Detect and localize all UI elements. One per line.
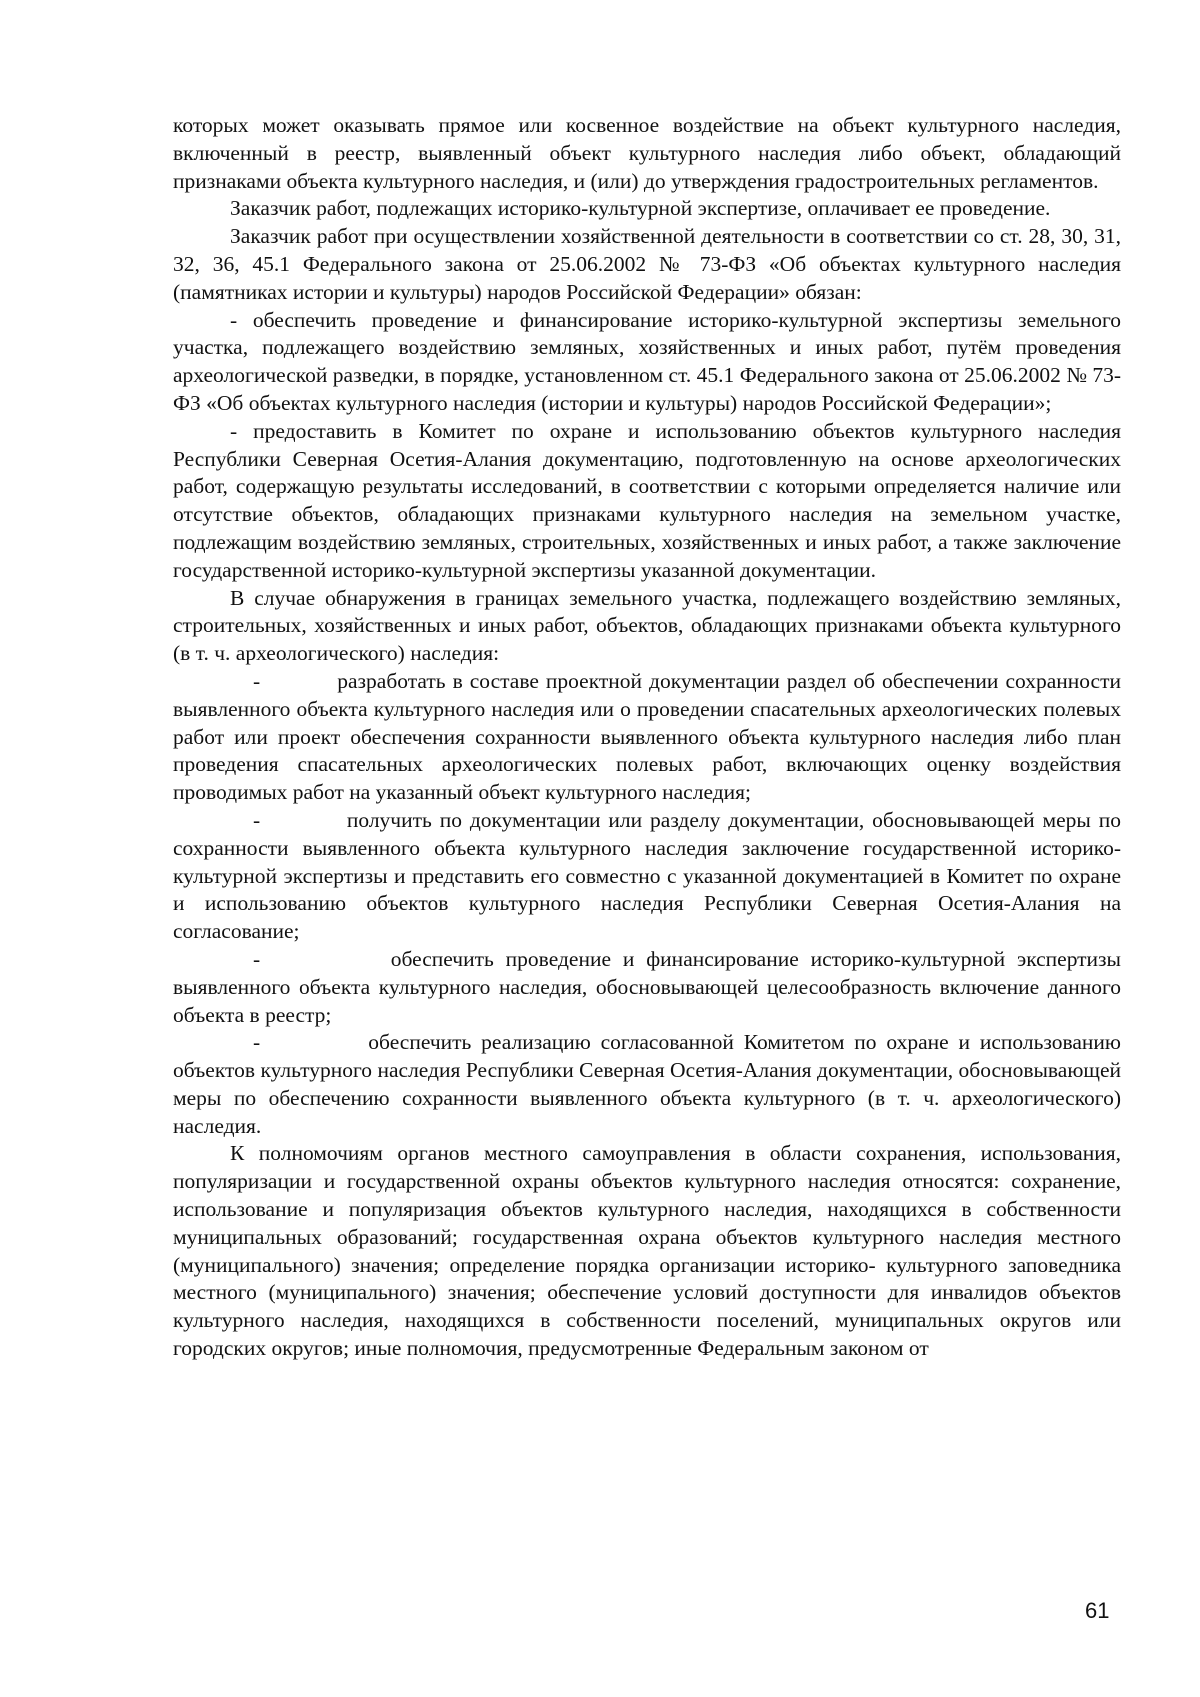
list-item-obtain-conclusion: - получить по документации или разделу документации, обосновывающей меры по сохранности выявленного объекта культурного наследия заключение государственной историко-культурной экспертизы и представить его совместно с указанной документацией в Комитет по охране и использованию объектов культурного наследия Республики Северная Осетия-Алания на согласование; (173, 807, 1121, 944)
page-number: 61 (1085, 1598, 1110, 1623)
paragraph-continuation: которых может оказывать прямое или косвенное воздействие на объект культурного наследия, включенный в реестр, выявленный объект культурного наследия либо объект, обладающий признаками объекта культурного наследия, и (или) до утверждения градостроительных регламентов. (173, 113, 1121, 193)
list-item-documentation: - предоставить в Комитет по охране и использованию объектов культурного наследия Республики Северная Осетия-Алания документацию, подготовленную на основе археологических работ, содержащую результаты исследований, в соответствии с которыми определяется наличие или отсутствие объектов, обладающих признаками культурного наследия на земельном участке, подлежащим воздействию земляных, строительных, хозяйственных и иных работ, а также заключение государственной историко-культурной экспертизы указанной документации. (173, 418, 1121, 582)
paragraph-customer-payment: Заказчик работ, подлежащих историко-культурной экспертизе, оплачивает ее проведение. (230, 196, 1051, 221)
paragraph-local-authorities: К полномочиям органов местного самоуправления в области сохранения, использования, популяризации и государственной охраны объектов культурного наследия относятся: сохранение, использование и популяризация объектов культурного наследия, находящихся в собственности муниципальных образований; государственная охрана объектов культурного наследия местного (муниципального) значения; определение порядка организации историко- культурного заповедника местного (муниципального) значения; обеспечение условий доступности для инвалидов объектов культурного наследия, находящихся в собственности поселений, муниципальных округов или городских округов; иные полномочия, предусмотренные Федеральным законом от (173, 1141, 1121, 1361)
list-item-develop-section: - разработать в составе проектной документации раздел об обеспечении сохранности выявленного объекта культурного наследия или о проведении спасательных археологических полевых работ или проект обеспечения сохранности выявленного объекта культурного наследия либо план проведения спасательных археологических полевых работ, включающих оценку воздействия проводимых работ на указанный объект культурного наследия; (173, 668, 1121, 805)
list-item-ensure-implementation: - обеспечить реализацию согласованной Комитетом по охране и использованию объектов культурного наследия Республики Северная Осетия-Алания документации, обосновывающей меры по обеспечению сохранности выявленного объекта культурного (в т. ч. археологического) наследия. (173, 1030, 1121, 1138)
list-item-ensure-expertise: - обеспечить проведение и финансирование историко-культурной экспертизы выявленного объекта культурного наследия, обосновывающей целесообразность включение данного объекта в реестр; (173, 946, 1121, 1027)
document-body (173, 112, 1121, 1363)
list-item-expertise: - обеспечить проведение и финансирование историко-культурной экспертизы земельного участка, подлежащего воздействию земляных, хозяйственных и иных работ, путём проведения археологической разведки, в порядке, установленном ст. 45.1 Федерального закона от 25.06.2002 № 73-ФЗ «Об объектах культурного наследия (истории и культуры) народов Российской Федерации»; (173, 307, 1121, 415)
paragraph-customer-obligations: Заказчик работ при осуществлении хозяйственной деятельности в соответствии со ст. 28, 30, 31, 32, 36, 45.1 Федерального закона от 25.06.2002 № 73-ФЗ «Об объектах культурного наследия (памятниках истории и культуры) народов Российской Федерации» обязан: (173, 224, 1121, 304)
paragraph-discovery-case: В случае обнаружения в границах земельного участка, подлежащего воздействию земляных, строительных, хозяйственных и иных работ, объектов, обладающих признаками объекта культурного (в т. ч. археологического) наследия: (173, 585, 1121, 666)
